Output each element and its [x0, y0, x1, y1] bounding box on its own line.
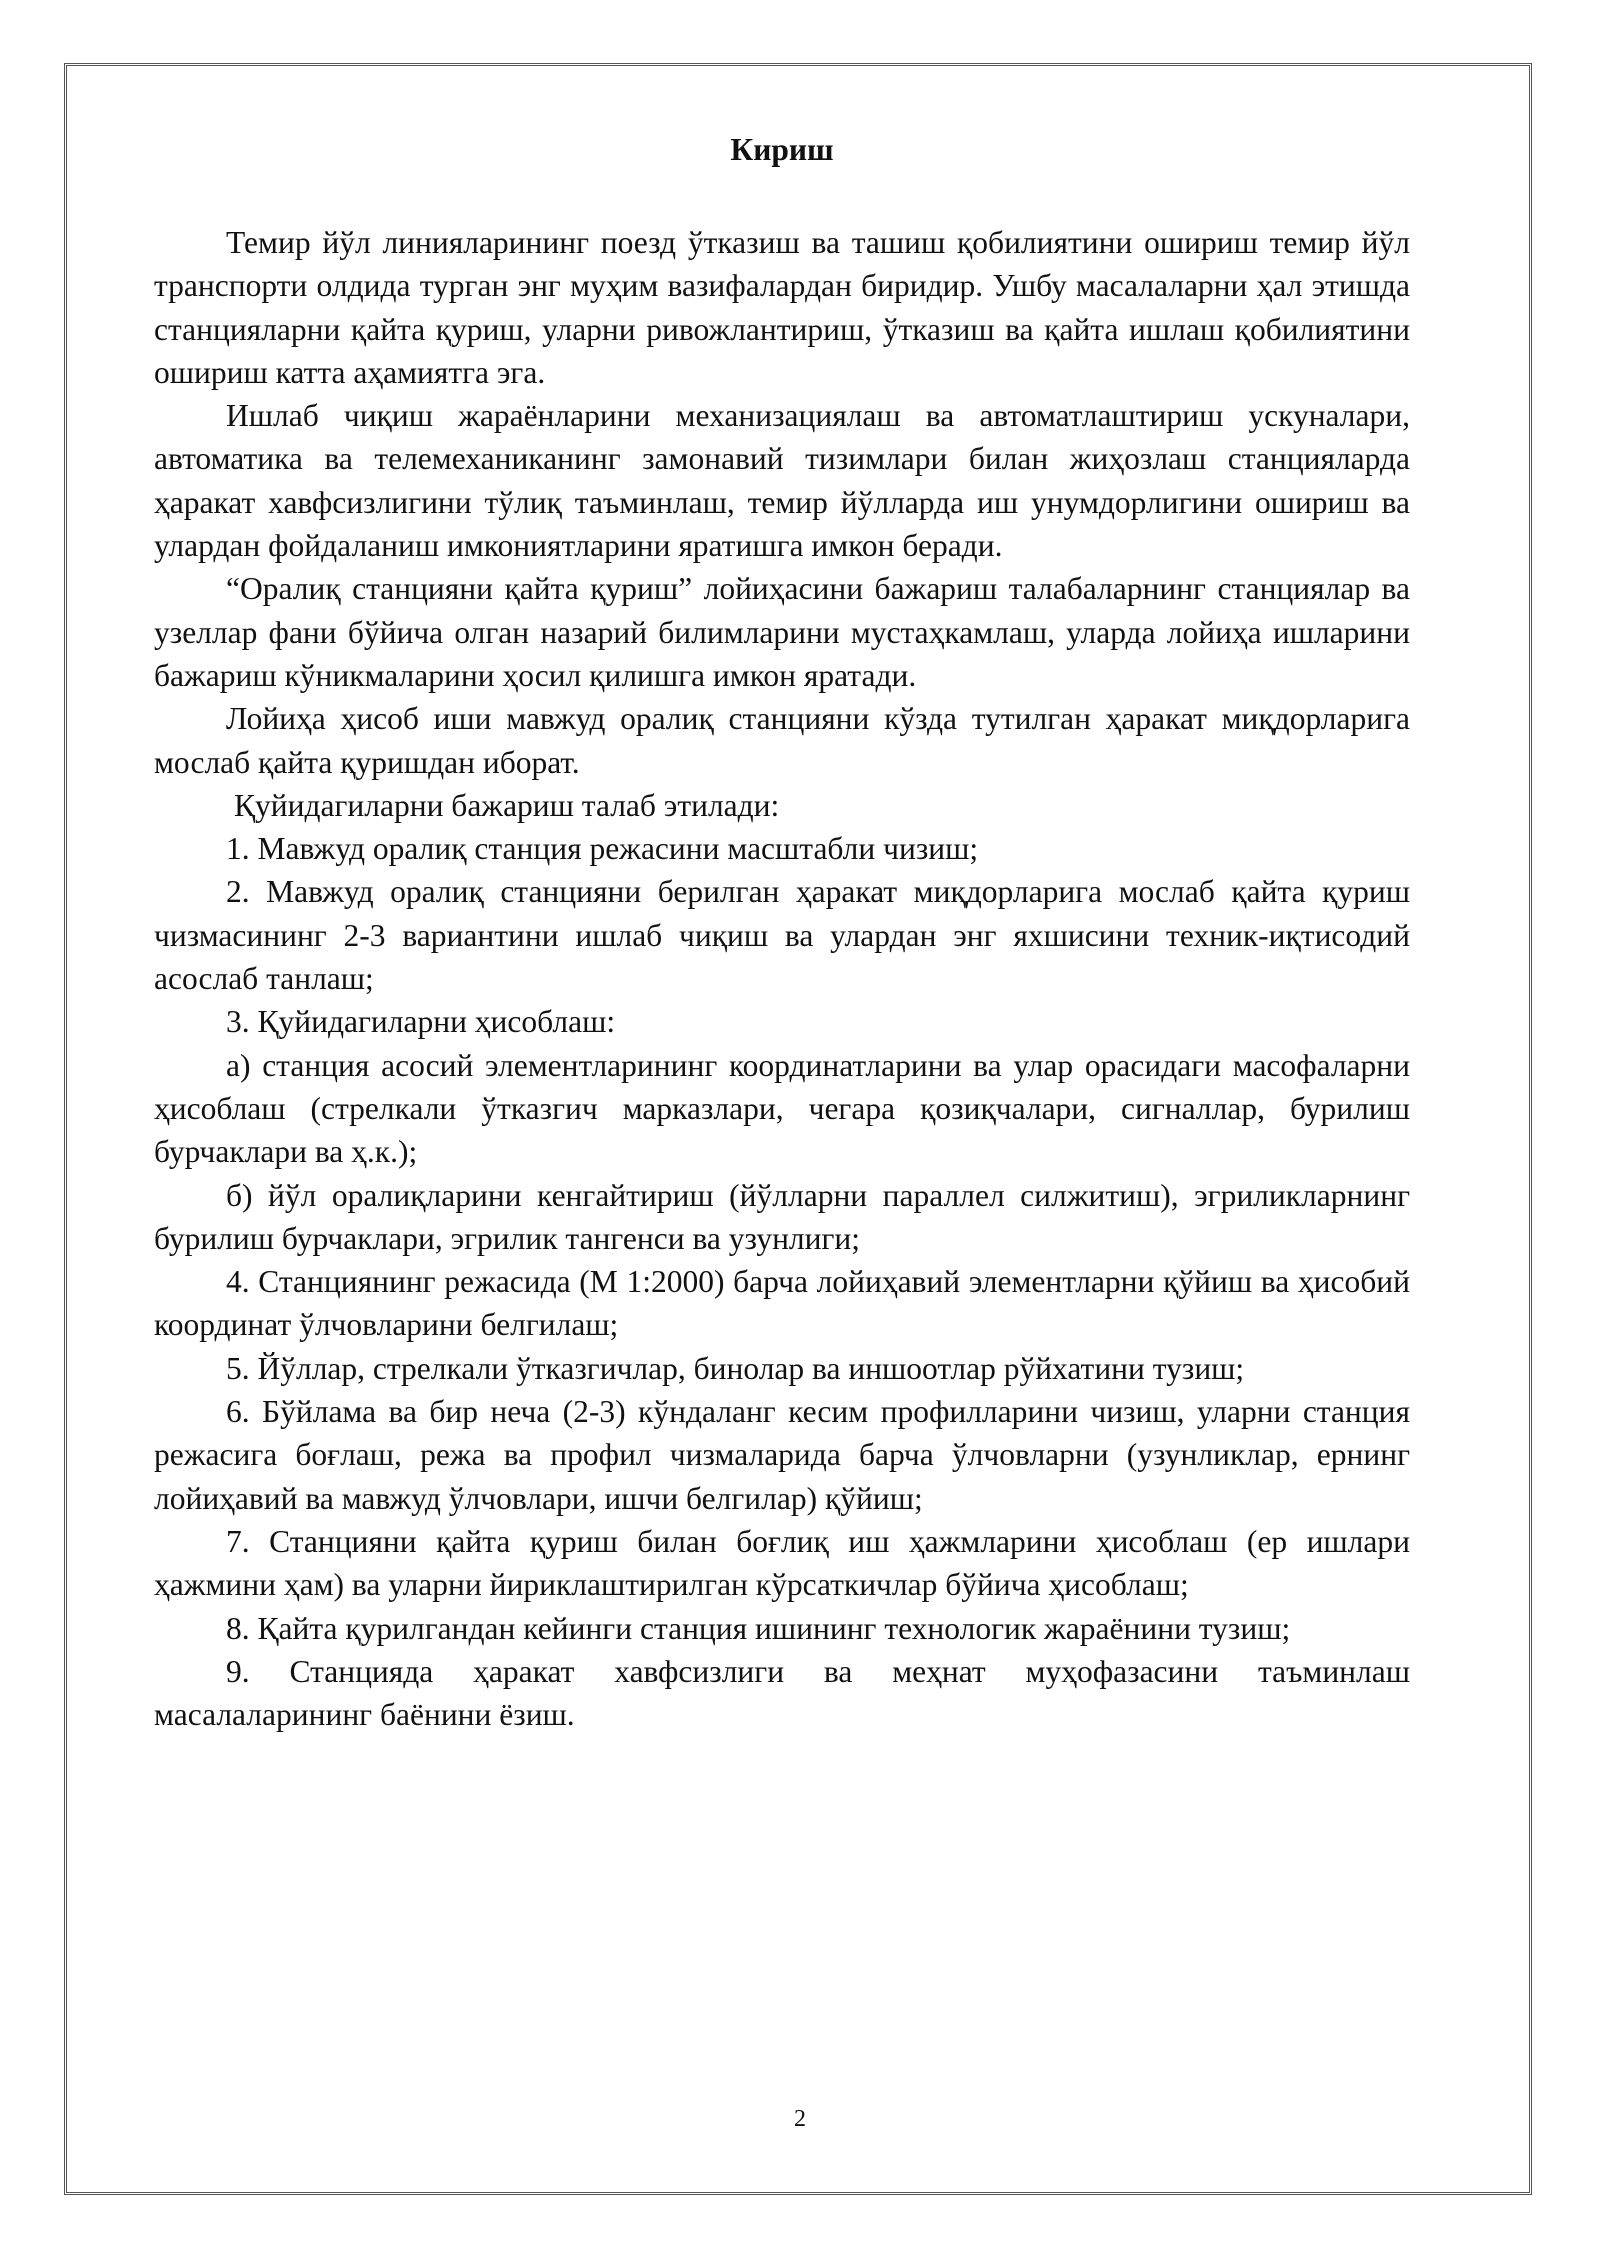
list-item: 1. Мавжуд оралиқ станция режасини масштабли чизиш; — [226, 831, 979, 867]
list-subitem: б) йўл оралиқларини кенгайтириш (йўлларни параллел силжитиш), эгриликларнинг бурилиш бурчаклари, эгрилик тангенси ва узунлиги; — [154, 1177, 1410, 1256]
paragraph: “Оралиқ станцияни қайта қуриш” лойиҳасини бажариш талабаларнинг станциялар ва узеллар фани бўйича олган назарий билимларини мустаҳкамлаш, уларда лойиҳа ишларини бажариш кўникмаларини ҳосил қилишга имкон яратади. — [154, 571, 1410, 693]
paragraph: Лойиҳа ҳисоб иши мавжуд оралиқ станцияни кўзда тутилган ҳаракат миқдорларига мослаб қайта қуришдан иборат. — [154, 701, 1410, 780]
list-item: 3. Қуйидагиларни ҳисоблаш: — [226, 1004, 616, 1040]
list-item: 8. Қайта қурилгандан кейинги станция ишининг технологик жараёнини тузиш; — [226, 1610, 1291, 1646]
list-item: 4. Станциянинг режасида (М 1:2000) барча лойиҳавий элементларни қўйиш ва ҳисобий координат ўлчовларини белгилаш; — [154, 1264, 1410, 1343]
paragraph: Ишлаб чиқиш жараёнларини механизациялаш ва автоматлаштириш ускуналари, автоматика ва телемеханиканинг замонавий тизимлари билан жиҳозлаш станцияларда ҳаракат хавфсизлигини тўлиқ таъминлаш, темир йўлларда иш унумдорлигини ошириш ва улардан фойдаланиш имкониятларини яратишга имкон беради. — [154, 398, 1410, 564]
list-item: 7. Станцияни қайта қуриш билан боғлиқ иш ҳажмларини ҳисоблаш (ер ишлари ҳажмини ҳам) ва уларни йириклаштирилган кўрсаткичлар бўйича ҳисоблаш; — [154, 1523, 1410, 1603]
document-title: Кириш — [730, 132, 834, 167]
paragraph: Темир йўл линияларининг поезд ўтказиш ва ташиш қобилиятини ошириш темир йўл транспорти олдида турган энг муҳим вазифалардан биридир. Ушбу масалаларни ҳал этишда станцияларни қайта қуриш, уларни ривожлантириш, ўтказиш ва қайта ишлаш қобилиятини ошириш катта аҳамиятга эга. — [154, 225, 1410, 390]
paragraph: Қуйидагиларни бажариш талаб этилади: — [234, 787, 780, 823]
document-body — [154, 128, 1410, 1736]
list-item: 9. Станцияда ҳаракат хавфсизлиги ва меҳнат муҳофазасини таъминлаш масалаларининг баёнини ёзиш. — [154, 1653, 1410, 1733]
list-item: 5. Йўллар, стрелкали ўтказгичлар, бинолар ва иншоотлар рўйхатини тузиш; — [226, 1350, 1245, 1386]
list-item: 6. Бўйлама ва бир неча (2-3) кўндаланг кесим профилларини чизиш, уларни станция режасига боғлаш, режа ва профил чизмаларида барча ўлчовларни (узунликлар, ернинг лойиҳавий ва мавжуд ўлчовлари, ишчи белгилар) қўйиш; — [154, 1394, 1410, 1516]
list-subitem: а) станция асосий элементларининг координатларини ва улар орасидаги масофаларни ҳисоблаш (стрелкали ўтказгич марказлари, чегара қозиқчалари, сигналлар, бурилиш бурчаклари ва ҳ.к.); — [154, 1047, 1410, 1170]
page-number: 2 — [794, 2106, 806, 2132]
list-item: 2. Мавжуд оралиқ станцияни берилган ҳаракат миқдорларига мослаб қайта қуриш чизмасининг 2-3 вариантини ишлаб чиқиш ва улардан энг яхшисини техник-иқтисодий асослаб танлаш; — [154, 874, 1410, 997]
